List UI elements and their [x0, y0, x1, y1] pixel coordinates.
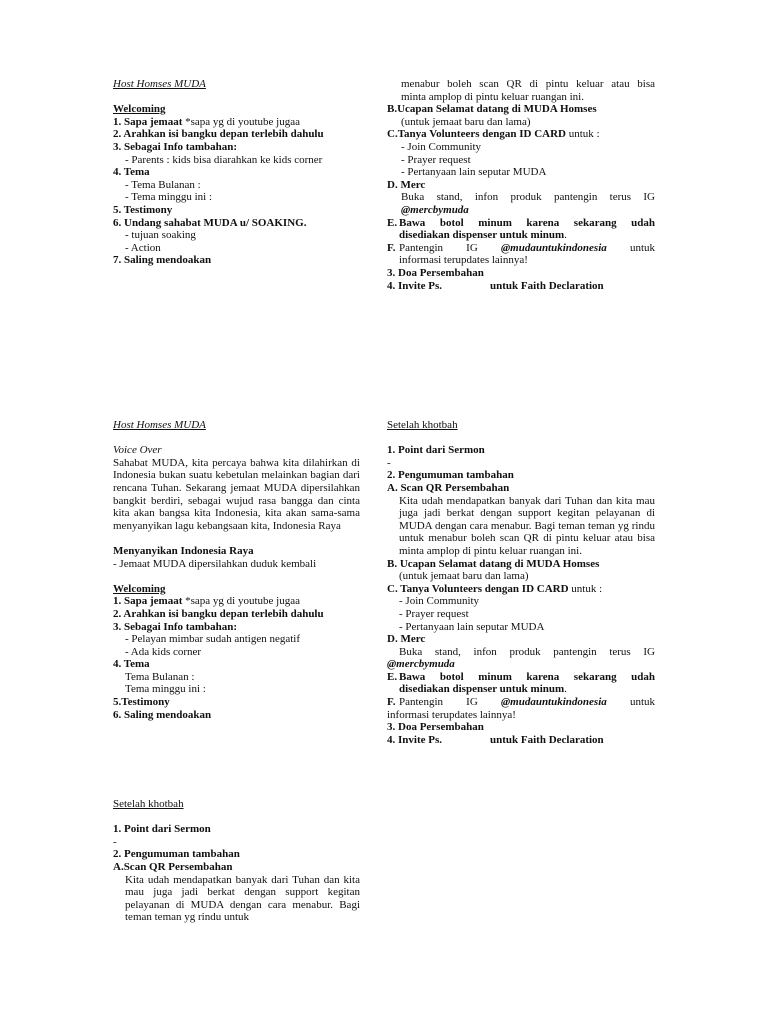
list-item: 1. Point dari Sermon: [387, 444, 485, 457]
paragraph: Kita udah mendapatkan banyak dari Tuhan dan kita mau juga jadi berkat dengan support kegitan pelayanan di MUDA dengan cara menabur. Bagi teman teman yg rindu untuk: [125, 873, 360, 924]
paragraph-line: minta amplop di pintu keluar ruangan ini.: [401, 90, 584, 103]
list-item: 6. Undang sahabat MUDA u/ SOAKING.: [113, 216, 307, 229]
list-item: 2. Arahkan isi bangku depan terlebih dahulu: [113, 607, 324, 620]
list-subitem: - Jemaat MUDA dipersilahkan duduk kembali: [113, 557, 317, 570]
paragraph-line: disediakan dispenser untuk minum: [399, 229, 565, 242]
list-item: 3. Sebagai Info tambahan:: [113, 140, 238, 153]
page1-left-column: [113, 78, 360, 267]
paragraph-line: disediakan dispenser untuk minum: [399, 683, 565, 696]
section-heading: Welcoming: [113, 582, 166, 595]
list-item: 3. Doa Persembahan: [387, 266, 484, 279]
list-item: 5.Testimony: [113, 696, 170, 709]
list-item: 7. Saling mendoakan: [113, 254, 212, 267]
list-subitem: - Pelayan mimbar sudah antigen negatif: [125, 633, 301, 646]
paragraph-line: menabur boleh scan QR di pintu keluar atau bisa: [401, 78, 655, 90]
instagram-handle: @mudauntukindonesia: [501, 696, 607, 709]
paragraph-line: Buka stand, infon produk pantengin terus IG: [401, 191, 655, 204]
list-item: 2. Pengumuman tambahan: [387, 469, 514, 482]
section-heading: Voice Over: [113, 444, 162, 457]
page-title: Host Homses MUDA: [113, 419, 206, 431]
list-item: D. Merc: [387, 178, 426, 191]
list-item: C. Tanya Volunteers dengan ID CARD untuk :: [387, 582, 603, 595]
paragraph-line: informasi terupdates lainnya!: [387, 708, 516, 721]
list-item: 1. Point dari Sermon: [113, 823, 211, 836]
list-item: 2. Arahkan isi bangku depan terlebih dahulu: [113, 128, 324, 141]
list-subitem: Tema Bulanan :: [125, 670, 195, 683]
list-item: 4. Invite Ps. untuk Faith Declaration: [387, 733, 604, 746]
list-item: A. Scan QR Persembahan: [387, 481, 510, 494]
list-item: 1. Sapa jemaat *sapa yg di youtube jugaa: [113, 595, 300, 608]
section-heading: Welcoming: [113, 103, 166, 116]
dash-line: -: [113, 835, 117, 848]
paragraph-line: informasi terupdates lainnya!: [399, 254, 528, 267]
list-item: 3. Doa Persembahan: [387, 721, 484, 734]
list-item: B. Ucapan Selamat datang di MUDA Homses: [387, 557, 600, 570]
list-item: E. Bawa botol minum karena sekarang udah: [387, 216, 655, 229]
list-subitem: (untuk jemaat baru dan lama): [401, 115, 531, 128]
list-item: 5. Testimony: [113, 203, 173, 216]
list-item: A.Scan QR Persembahan: [113, 860, 233, 873]
list-subitem: - Pertanyaan lain seputar MUDA: [399, 620, 545, 633]
list-subitem: - Tema Bulanan :: [125, 178, 201, 191]
list-item: 3. Sebagai Info tambahan:: [113, 620, 238, 633]
instagram-handle: @mudauntukindonesia: [501, 241, 607, 254]
list-item: C.Tanya Volunteers dengan ID CARD untuk :: [387, 128, 600, 141]
paragraph-line: Buka stand, infon produk pantengin terus IG: [399, 645, 655, 658]
list-item: F. Pantengin IG @mudauntukindonesia untuk: [387, 696, 655, 709]
paragraph: Kita udah mendapatkan banyak dari Tuhan dan kita mau juga jadi berkat dengan support kegitan pelayanan di MUDA dengan cara menabur. Bagi teman teman yg rindu untuk menabur boleh scan QR di pintu keluar atau bisa minta amplop di pintu keluar ruangan ini.: [399, 494, 655, 557]
list-subitem: - Tema minggu ini :: [125, 191, 213, 204]
instagram-handle: @mercbymuda: [401, 203, 469, 216]
instagram-handle: @mercbymuda: [387, 658, 455, 671]
list-subitem: (untuk jemaat baru dan lama): [399, 570, 529, 583]
list-subitem: - Prayer request: [399, 607, 469, 620]
list-subitem: - Pertanyaan lain seputar MUDA: [401, 166, 547, 179]
list-item: 6. Saling mendoakan: [113, 708, 212, 721]
list-subitem: - Join Community: [399, 595, 480, 608]
list-subitem: - Join Community: [401, 140, 482, 153]
list-subitem: - Prayer request: [401, 153, 471, 166]
list-item: 4. Tema: [113, 658, 150, 671]
voice-over-paragraph: Sahabat MUDA, kita percaya bahwa kita dilahirkan di Indonesia bukan suatu kebetulan melainkan bagian dari rencana Tuhan. Sekarang jemaat MUDA dipersilahkan bangkit berdiri, sebagai wujud rasa bangga dan cinta kita akan bangsa kita Indonesia, kita akan sama-sama menyanyikan lagu kebangsaan kita, Indonesia Raya: [113, 456, 360, 532]
page3-left-column: [113, 798, 360, 924]
list-subitem: Tema minggu ini :: [125, 683, 206, 696]
list-item: F. Pantengin IG @mudauntukindonesia untuk: [387, 241, 655, 254]
page-title: Host Homses MUDA: [113, 78, 206, 90]
list-item: 2. Pengumuman tambahan: [113, 848, 240, 861]
list-item: E. Bawa botol minum karena sekarang udah: [387, 670, 655, 683]
page2-right-column: Setelah khotbah 1. Point dari Sermon - 2. Pengumuman tambahan A. Scan QR Persembahan Kita udah mendapatkan banyak dari Tuhan dan kita mau juga jadi berkat dengan support kegitan pelayanan di MUDA dengan cara menabur. Bagi teman teman yg rindu untuk menabur boleh scan QR di pintu keluar atau bisa minta amplop di pintu keluar ruangan ini. B. Ucapan Selamat datang di MUDA Homses (untuk jemaat baru dan lama) C. Tanya Volunteers dengan ID CARD untuk : - Join Community - Prayer request - Pertanyaan lain seputar MUDA D. Merc Buka stand, infon produk pantengin terus IG @mercbymuda E. Bawa botol minum karena sekarang udah disediakan dispenser untuk minum. F. Pantengin IG @mudauntukindonesia untuk informasi terupdates lainnya! 3. Doa Persembahan 4. Invite Ps. untuk Faith Declaration: [387, 419, 655, 746]
list-subitem: - Parents : kids bisa diarahkan ke kids corner: [125, 153, 323, 166]
list-subitem: - Action: [125, 241, 161, 254]
list-item: 4. Invite Ps. untuk Faith Declaration: [387, 279, 604, 292]
list-subitem: - Ada kids corner: [125, 645, 202, 658]
section-heading: Menyanyikan Indonesia Raya: [113, 544, 254, 557]
list-item: 1. Sapa jemaat *sapa yg di youtube jugaa: [113, 115, 300, 128]
page-title: Setelah khotbah: [113, 798, 184, 810]
list-item: D. Merc: [387, 633, 426, 646]
list-item: B.Ucapan Selamat datang di MUDA Homses: [387, 103, 597, 116]
page-title: Setelah khotbah: [387, 419, 458, 431]
page1-right-column: menabur boleh scan QR di pintu keluar atau bisa minta amplop di pintu keluar ruangan ini. B.Ucapan Selamat datang di MUDA Homses (untuk jemaat baru dan lama) C.Tanya Volunteers dengan ID CARD untuk : - Join Community - Prayer request - Pertanyaan lain seputar MUDA D. Merc Buka stand, infon produk pantengin terus IG @mercbymuda E. Bawa botol minum karena sekarang udah disediakan dispenser untuk minum. F. Pantengin IG @mudauntukindonesia untuk informasi terupdates lainnya! 3. Doa Persembahan 4. Invite Ps. untuk Faith Declaration: [387, 78, 655, 292]
dash-line: -: [387, 456, 391, 469]
list-subitem: - tujuan soaking: [125, 229, 196, 242]
list-item: 4. Tema: [113, 166, 150, 179]
page2-left-column: [113, 419, 360, 721]
